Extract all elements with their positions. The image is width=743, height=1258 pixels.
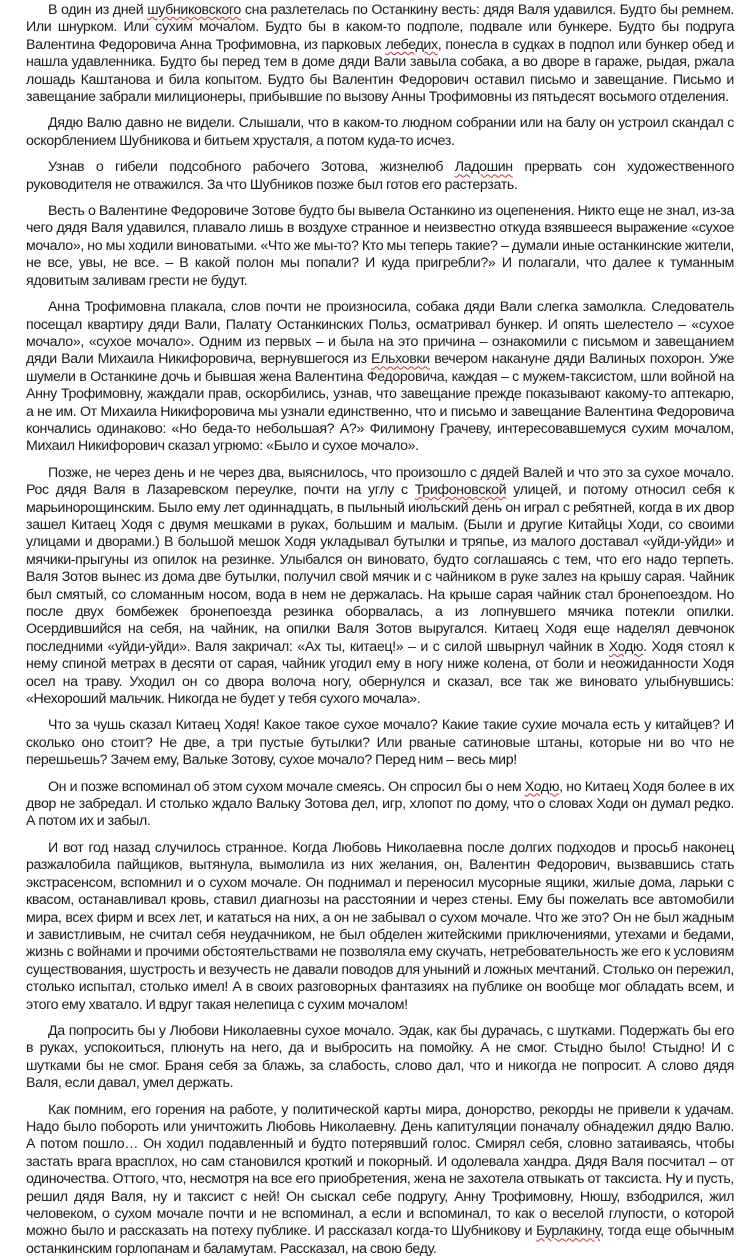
text-run: вечером накануне дяди Валиных похорон. Уже шумели в Останкине дочь и бывшая жена Валентина Федоровича, каждая – с мужем-таксистом, шли войной на Анну Трофимовну, жаждали прав, оскорбились, узнав, что завещание прежде показывают какому-то аптекарю, а не им. От Михаила Никифоровича мы узнали единственно, что и письмо и завещание Валентина Федоровича кончались одинаково: «Но беда-то небольшая? А?» Филимону Грачеву, интересовавшемуся сухим мочалом, Михаил Никифорович сказал угрюмо: «Было и сухое мочало». bbox=[26, 351, 734, 455]
text-run: Узнав о гибели подсобного рабочего Зотова, жизнелюб bbox=[48, 159, 455, 176]
paragraph bbox=[26, 717, 734, 769]
text-run: . Ходя стоял к нему спиной метрах в десяти от сарая, чайник угодил ему в ногу ниже колена, от боли и неожиданности Ходя осел на траву. Уходил он со двора волоча ногу, обернулся и сказал, все так же виновато улыбнувшись: «Нехороший мальчик. Никогда не будет у тебя сухого мочала». bbox=[26, 638, 734, 708]
misspelled-word: Трифоновской bbox=[414, 482, 507, 499]
text-run: Он и позже вспоминал об этом сухом мочале смеясь. Он спросил бы о нем bbox=[48, 778, 525, 795]
misspelled-word: Ходю bbox=[608, 638, 644, 655]
paragraph bbox=[26, 465, 734, 709]
text-run: Да попросить бы у Любови Николаевны сухое мочало. Эдак, как бы дурачась, с шутками. Подержать бы его в руках, успокоиться, плюнуть на него, да и выбросить на помойку. А не смог. Стыдно было! Стыдно! И с шутками бы не смог. Браня себя за блажь, за слабость, слово дал, что и никогда не попросит. А слово дядя Валя, если давал, умел держать. bbox=[26, 1022, 734, 1092]
misspelled-word: Ельховки bbox=[371, 351, 430, 368]
text-run: прервать сон художественного руководителя не отважился. За что Шубников позже был готов его растерзать. bbox=[26, 159, 735, 193]
text-run: Весть о Валентине Федоровиче Зотове будто бы вывела Останкино из оцепенения. Никто еще не знал, из-за чего дядя Валя удавился, плавало лишь в воздухе странное и неизвестно откуда взявшееся выражение «сухое мочало», но мы ходили виноватыми. «Что же мы-то? Кто мы теперь такие? – думали иные останкинские жители, не все, увы, не все. – В какой полон мы попали? И куда пригребли?» И полагали, что далее к туманным ядовитым заливам грести не будут. bbox=[26, 203, 734, 289]
text-run: , понесла в судках в подпол или бункер обед и нашла удавленника. Будто бы перед тем в доме дяди Вали завыла собака, а во дворе в гараже, рыдая, ржала лошадь Каштанова и била копытом. Будто бы Валентин Федорович оставил письмо и завещание. Письмо и завещание забрали милиционеры, прибывшие по вызову Анны Трофимовны из пятьдесят восьмого отделения. bbox=[26, 36, 734, 106]
paragraph bbox=[26, 840, 734, 1014]
text-run: , но Китаец Ходя более в их двор не забредал. И столько ждало Вальку Зотова дел, игр, хлопот по дому, что о словах Ходи он думал редко. А потом их и забыл. bbox=[26, 778, 734, 830]
text-run: сна разлетелась по Останкину весть: дядя Валя удавился. Будто бы ремнем. Или шнурком. Или сухим мочалом. Будто бы в каком-то подполе, подвале или бункере. Будто бы подруга Валентина Федоровича Анна Трофимовна, из парковых bbox=[26, 2, 734, 53]
text-run: В один из дней bbox=[48, 2, 148, 18]
text-run: Анна Трофимовна плакала, слов почти не произносила, собака дяди Вали слегка замолкла. Следователь посещал квартиру дяди Вали, Палату Останкинских Польз, осматривал бункер. И опять шелестело – «сухое мочало», «сухое мочало». Одним из первых – и была на это причина – ознакомили с письмом и завещанием дяди Вали Михаила Никифоровича, вернувшегося из bbox=[26, 299, 734, 368]
misspelled-word: шубниковского bbox=[147, 2, 241, 18]
paragraph bbox=[26, 1023, 734, 1093]
misspelled-word: Ладошин bbox=[454, 159, 513, 176]
text-run: Как помним, его горения на работе, у политической карты мира, донорство, рекорды не привели к удачам. Надо было побороть или уничтожить Любовь Николаевну. День капитуляции поначалу обнадежил дядю Валю. А потом пошло… Он ходил подавленный и будто потерявший голос. Смирял себя, словно затаиваясь, чтобы застать врага врасплох, но сам становился кроткий и покорный. И одолевала хандра. Дядя Валя посчитал – от одиночества. Оттого, что, несмотря на все его приобретения, жена не захотела отвыкать от таксиста. Ну и пусть, решил дядя Валя, ну и таксист с ней! Он сыскал себе подругу, Анну Трофимовну, Нюшу, взбодрился, жил человеком, о сухом мочале почти и не вспоминал, а если и вспоминал, то как о веселой глупости, о которой можно было и рассказать на потеху публике. И рассказал когда-то Шубникову и bbox=[26, 1101, 734, 1240]
text-run: Позже, не через день и не через два, выяснилось, что произошло с дядей Валей и что это за сухое мочало. Рос дядя Валя в Лазаревском переулке, почти на углу с bbox=[26, 464, 734, 499]
text-run: И вот год назад случилось странное. Когда Любовь Николаевна после долгих подходов и просьб наконец разжалобила пайщиков, вытянула, вымолила из них желания, он, Валентин Федорович, вызвавшись стать экстрасенсом, вспомнил и о сухом мочале. Он поднимал и переносил мусорные ящики, жилые дома, ларьки с квасом, останавливал кровь, ставил диагнозы на расстоянии и через стены. Ему бы пожелать все автомобили мира, всех фирм и всех лет, и кататься на них, а он не забывал о сухом мочале. Что же это? Он не был жадным и завистливым, не считал себя неудачником, не был обделен житейскими приключениями, утехами и бедами, жизнь с войнами и прочими обстоятельствами не позволяла ему скучать, нетребовательность же его к условиям существования, шустрость и везучесть не давали поводов для уныний и ложных мечтаний. Столько он пережил, столько испытал, столько имел! А в своих разговорных фантазиях на публике он вообще мог обладать всем, и этого ему хватало. И вдруг такая нелепица с сухим мочалом! bbox=[26, 839, 734, 1013]
paragraph bbox=[26, 299, 734, 456]
text-run: Что за чушь сказал Китаец Ходя! Какое такое сухое мочало? Какие такие сухие мочала есть у китайцев? И сколько оно стоит? Не две, а три пустые бутылки? Или рваные сатиновые штаны, которые ни во что не перешьешь? Зачем ему, Вальке Зотову, сухое мочало? Перед ним – весь мир! bbox=[26, 717, 734, 769]
paragraph bbox=[26, 159, 734, 194]
misspelled-word: лебедих bbox=[385, 36, 438, 53]
misspelled-word: Бурлакину bbox=[536, 1223, 601, 1240]
text-run: , тогда еще обычным останкинским горлопанам и баламутам. Рассказал, на свою беду. bbox=[26, 1223, 734, 1257]
paragraph bbox=[26, 1102, 734, 1258]
text-run: Дядю Валю давно не видели. Слышали, что в каком-то людном собрании или на балу он устроил скандал с оскорблением Шубникова и битьем хрусталя, а потом куда-то исчез. bbox=[26, 115, 734, 149]
paragraph bbox=[26, 203, 734, 290]
paragraph bbox=[26, 115, 734, 150]
misspelled-word: Ходю bbox=[524, 778, 560, 795]
paragraph bbox=[26, 779, 734, 831]
text-run: улицей, и потому относил себя к марьинорощинским. Было ему лет одиннадцать, в пыльный июльский день он играл с ребятней, когда в их двор зашел Китаец Ходя с двумя мешками в руках, большим и малым. (Были и другие Китайцы Ходи, со своими улицами и дворами.) В большой мешок Ходя укладывал бутылки и тряпье, из малого доставал «уйди-уйди» и мячики-прыгуны из опилок на резинке. Улыбался он виновато, будто соглашаясь с тем, что его надо терпеть. Валя Зотов вынес из дома две бутылки, получил свой мячик и с чайником в руке залез на крышу сарая. Чайник был смятый, со сломанным носом, вода в нем не держалась. На крыше сарая чайник стал бронепоездом. Но после двух бомбежек бронепоезда резинка оборвалась, а из лопнувшего мячика потекли опилки. Осердившийся на себя, на чайник, на опилки Валя Зотов выругался. Китаец Ходя еще наделял девчонок последними «уйди-уйди». Валя закричал: «Ах ты, китаец!» – и с силой швырнул чайник в bbox=[26, 482, 734, 655]
paragraph bbox=[26, 2, 734, 106]
